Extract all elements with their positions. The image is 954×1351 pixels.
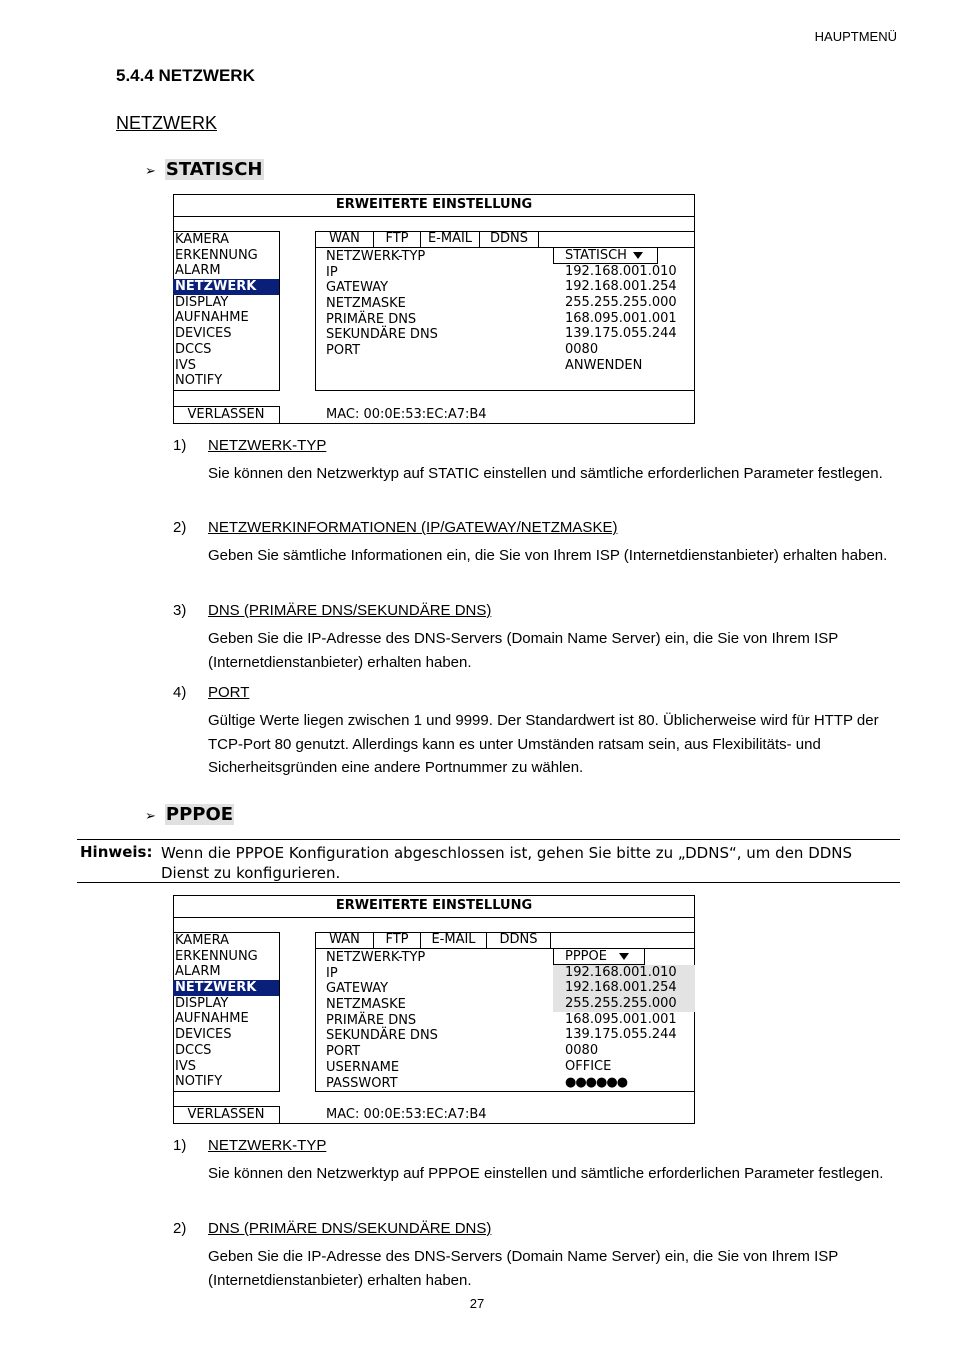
menu-item-kamera[interactable]: KAMERA bbox=[175, 933, 230, 948]
port-field[interactable]: 0080 bbox=[565, 1043, 599, 1059]
menu-item-dccs[interactable]: DCCS bbox=[175, 1042, 212, 1058]
netmask-field[interactable]: 255.255.255.000 bbox=[565, 295, 677, 311]
menu-item-aufnahme[interactable]: AUFNAHME bbox=[175, 1011, 249, 1027]
netmask-field[interactable]: 255.255.255.000 bbox=[553, 996, 695, 1012]
field-label: PRIMÄRE DNS bbox=[326, 311, 417, 327]
list-title: NETZWERK-TYP bbox=[208, 437, 327, 454]
field-labels bbox=[326, 950, 438, 1091]
menu-item-devices[interactable]: DEVICES bbox=[175, 1027, 232, 1043]
panel-title: ERWEITERTE EINSTELLUNG bbox=[174, 195, 694, 217]
list-title: PORT bbox=[208, 684, 250, 701]
menu-item-dccs[interactable]: DCCS bbox=[175, 341, 212, 357]
exit-button[interactable]: VERLASSEN bbox=[173, 1106, 280, 1124]
tab-bar bbox=[316, 933, 695, 949]
menu-item-notify[interactable]: NOTIFY bbox=[175, 373, 223, 389]
exit-button[interactable]: VERLASSEN bbox=[173, 406, 280, 424]
network-type-value: PPPOE bbox=[565, 949, 607, 964]
tab-email[interactable]: E-MAIL bbox=[421, 933, 487, 948]
dropdown-frame bbox=[553, 949, 645, 965]
field-label: USERNAME bbox=[326, 1059, 400, 1075]
field-label: PASSWORT bbox=[326, 1075, 398, 1091]
list-number: 4) bbox=[173, 684, 187, 701]
field-label: IP bbox=[326, 965, 338, 981]
menu-item-display[interactable]: DISPLAY bbox=[175, 995, 229, 1011]
list-title: DNS (PRIMÄRE DNS/SEKUNDÄRE DNS) bbox=[208, 1220, 492, 1237]
arrow-bullet-icon: ➢ bbox=[145, 164, 156, 179]
list-number: 1) bbox=[173, 437, 187, 454]
menu-item-ivs[interactable]: IVS bbox=[175, 357, 196, 373]
list-text: Geben Sie die IP-Adresse des DNS-Servers (Domain Name Server) ein, die Sie von Ihrem ISP (Internetdienstanbieter) erhalten haben. bbox=[208, 630, 838, 671]
menu-item-kamera[interactable]: KAMERA bbox=[175, 232, 230, 247]
network-type-select[interactable] bbox=[553, 949, 695, 965]
list-text: Geben Sie die IP-Adresse des DNS-Servers (Domain Name Server) ein, die Sie von Ihrem ISP (Internetdienstanbieter) erhalten haben. bbox=[208, 1248, 838, 1289]
statisch-heading bbox=[145, 159, 264, 180]
ip-field[interactable]: 192.168.001.010 bbox=[553, 965, 695, 981]
network-type-value: STATISCH bbox=[565, 248, 627, 263]
menu-item-alarm[interactable]: ALARM bbox=[175, 263, 221, 279]
menu-item-ivs[interactable]: IVS bbox=[175, 1058, 196, 1074]
field-label: PRIMÄRE DNS bbox=[326, 1012, 417, 1028]
username-field[interactable]: OFFICE bbox=[565, 1058, 612, 1074]
running-header: HAUPTMENÜ bbox=[814, 29, 897, 44]
apply-button[interactable]: ANWENDEN bbox=[565, 357, 643, 373]
statisch-settings-panel bbox=[173, 194, 695, 424]
field-label: NETZWERK-TYP bbox=[326, 249, 426, 264]
menu-item-devices[interactable]: DEVICES bbox=[175, 326, 232, 342]
tab-wan[interactable]: WAN bbox=[316, 232, 374, 247]
port-field[interactable]: 0080 bbox=[565, 342, 599, 358]
network-settings-area bbox=[315, 932, 695, 1092]
tab-ftp[interactable]: FTP bbox=[374, 933, 421, 948]
field-label: NETZMASKE bbox=[326, 997, 406, 1013]
menu-item-netzwerk[interactable]: NETZWERK bbox=[173, 980, 279, 996]
list-number: 2) bbox=[173, 519, 187, 536]
note-label: Hinweis: bbox=[80, 843, 153, 861]
tab-email[interactable]: E-MAIL bbox=[421, 232, 480, 247]
sub-heading: NETZWERK bbox=[116, 113, 217, 133]
panel-title: ERWEITERTE EINSTELLUNG bbox=[174, 896, 694, 918]
mac-address: MAC: 00:0E:53:EC:A7:B4 bbox=[326, 1107, 487, 1122]
network-type-select[interactable] bbox=[553, 248, 695, 264]
tab-wan[interactable]: WAN bbox=[316, 933, 374, 948]
list-title: DNS (PRIMÄRE DNS/SEKUNDÄRE DNS) bbox=[208, 602, 492, 619]
gateway-field[interactable]: 192.168.001.254 bbox=[565, 279, 677, 295]
field-labels bbox=[326, 249, 438, 359]
menu-item-notify[interactable]: NOTIFY bbox=[175, 1074, 223, 1090]
list-text: Gültige Werte liegen zwischen 1 und 9999. Der Standardwert ist 80. Üblicherweise wird für HTTP der TCP-Port 80 genutzt. Allerdings kann es unter Umständen ratsam sein, aus Flexibilitäts- und Sicherheitsgründen eine andere Portnummer zu wählen. bbox=[208, 712, 879, 777]
field-label: NETZWERK-TYP bbox=[326, 950, 426, 965]
ip-field[interactable]: 192.168.001.010 bbox=[565, 263, 677, 279]
secondary-dns-field[interactable]: 139.175.055.244 bbox=[565, 1027, 677, 1043]
password-field[interactable]: ●●●●●● bbox=[565, 1074, 628, 1090]
menu-item-aufnahme[interactable]: AUFNAHME bbox=[175, 310, 249, 326]
list-number: 3) bbox=[173, 602, 187, 619]
field-label: NETZMASKE bbox=[326, 296, 406, 312]
note-box bbox=[77, 839, 900, 883]
network-settings-area bbox=[315, 231, 695, 391]
list-text: Sie können den Netzwerktyp auf PPPOE einstellen und sämtliche erforderlichen Parameter festlegen. bbox=[208, 1165, 884, 1182]
menu-list bbox=[173, 231, 280, 391]
dropdown-frame bbox=[553, 248, 658, 264]
section-heading: 5.4.4 NETZWERK bbox=[116, 66, 255, 85]
tab-bar bbox=[316, 232, 695, 248]
statisch-heading-label: STATISCH bbox=[165, 159, 263, 180]
list-title: NETZWERKINFORMATIONEN (IP/GATEWAY/NETZMASKE) bbox=[208, 519, 618, 536]
tab-ddns[interactable]: DDNS bbox=[487, 933, 551, 948]
pppoe-heading bbox=[145, 804, 234, 825]
field-label: SEKUNDÄRE DNS bbox=[326, 1028, 438, 1044]
field-label: PORT bbox=[326, 343, 361, 359]
note-text: Wenn die PPPOE Konfiguration abgeschlossen ist, gehen Sie bitte zu „DDNS“, um den DDNS Dienst zu konfigurieren. bbox=[161, 844, 853, 882]
list-title: NETZWERK-TYP bbox=[208, 1137, 327, 1154]
list-number: 1) bbox=[173, 1137, 187, 1154]
tab-ddns[interactable]: DDNS bbox=[480, 232, 539, 247]
mac-address: MAC: 00:0E:53:EC:A7:B4 bbox=[326, 407, 487, 422]
arrow-bullet-icon: ➢ bbox=[145, 809, 156, 824]
field-label: IP bbox=[326, 264, 338, 280]
list-text: Sie können den Netzwerktyp auf STATIC einstellen und sämtliche erforderlichen Parameter festlegen. bbox=[208, 465, 883, 482]
primary-dns-field[interactable]: 168.095.001.001 bbox=[565, 1011, 677, 1027]
field-label: GATEWAY bbox=[326, 280, 389, 296]
pppoe-settings-panel bbox=[173, 895, 695, 1124]
primary-dns-field[interactable]: 168.095.001.001 bbox=[565, 310, 677, 326]
field-values bbox=[553, 949, 695, 1090]
menu-item-display[interactable]: DISPLAY bbox=[175, 294, 229, 310]
gateway-field[interactable]: 192.168.001.254 bbox=[553, 980, 695, 996]
menu-item-erkennung[interactable]: ERKENNUNG bbox=[175, 948, 258, 964]
tab-ftp[interactable]: FTP bbox=[374, 232, 421, 247]
field-label: SEKUNDÄRE DNS bbox=[326, 327, 438, 343]
secondary-dns-field[interactable]: 139.175.055.244 bbox=[565, 326, 677, 342]
menu-item-alarm[interactable]: ALARM bbox=[175, 964, 221, 980]
page-number: 27 bbox=[469, 1296, 485, 1311]
menu-list bbox=[173, 932, 280, 1092]
pppoe-heading-label: PPPOE bbox=[165, 804, 234, 825]
field-values bbox=[553, 248, 695, 374]
menu-item-netzwerk[interactable]: NETZWERK bbox=[173, 279, 279, 295]
list-text: Geben Sie sämtliche Informationen ein, die Sie von Ihrem ISP (Internetdienstanbieter) erhalten haben. bbox=[208, 547, 888, 564]
field-label: GATEWAY bbox=[326, 981, 389, 997]
list-number: 2) bbox=[173, 1220, 187, 1237]
menu-item-erkennung[interactable]: ERKENNUNG bbox=[175, 247, 258, 263]
field-label: PORT bbox=[326, 1044, 361, 1060]
